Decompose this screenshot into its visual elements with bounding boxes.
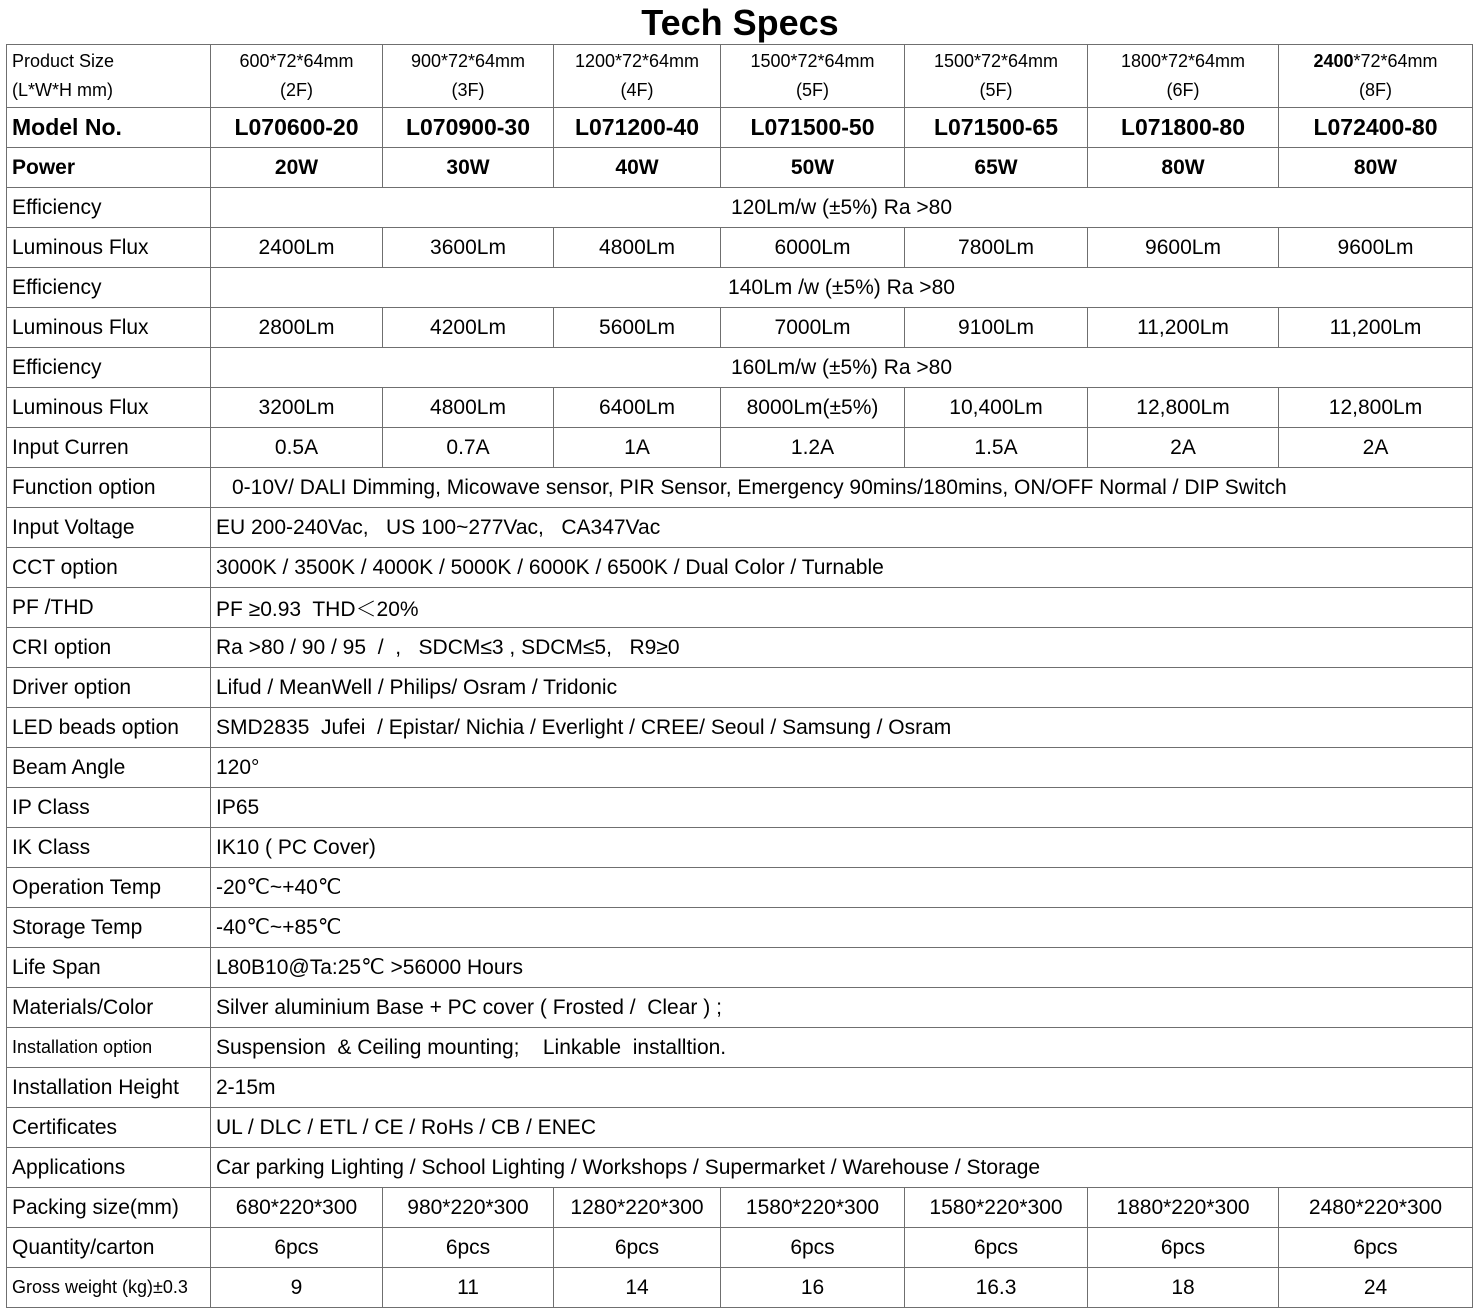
cell-size: 1800*72*64mm (6F) — [1088, 45, 1279, 108]
cell-power: 50W — [721, 148, 905, 188]
row-label-life-span: Life Span — [7, 948, 211, 988]
table-row-driver-option — [7, 668, 1473, 708]
table-row-efficiency — [7, 188, 1473, 228]
cell-quantity: 6pcs — [383, 1228, 554, 1268]
cell-flux: 9600Lm — [1279, 228, 1473, 268]
row-label-ip-class: IP Class — [7, 788, 211, 828]
row-label-applications: Applications — [7, 1148, 211, 1188]
cell-power: 80W — [1279, 148, 1473, 188]
table-row-ip-class — [7, 788, 1473, 828]
cell-weight: 14 — [554, 1268, 721, 1308]
cell-current: 2A — [1088, 428, 1279, 468]
cell-efficiency: 160Lm/w (±5%) Ra >80 — [211, 348, 1473, 388]
cell-function-option: 0-10V/ DALI Dimming, Micowave sensor, PIR Sensor, Emergency 90mins/180mins, ON/OFF Normal / DIP Switch — [211, 468, 1473, 508]
cell-beam-angle: 120° — [211, 748, 1473, 788]
cell-flux: 11,200Lm — [1279, 308, 1473, 348]
cell-model: L070600-20 — [211, 108, 383, 148]
row-label-input-voltage: Input Voltage — [7, 508, 211, 548]
table-row-beam-angle — [7, 748, 1473, 788]
cell-installation-option: Suspension & Ceiling mounting; Linkable installtion. — [211, 1028, 1473, 1068]
cell-flux: 7800Lm — [905, 228, 1088, 268]
cell-efficiency: 140Lm /w (±5%) Ra >80 — [211, 268, 1473, 308]
cell-life-span: L80B10@Ta:25℃ >56000 Hours — [211, 948, 1473, 988]
table-row-efficiency — [7, 348, 1473, 388]
cell-input-voltage: EU 200-240Vac, US 100~277Vac, CA347Vac — [211, 508, 1473, 548]
cell-flux: 12,800Lm — [1088, 388, 1279, 428]
cell-flux: 3200Lm — [211, 388, 383, 428]
cell-model: L071500-50 — [721, 108, 905, 148]
row-label-packing-size: Packing size(mm) — [7, 1188, 211, 1228]
cell-power: 80W — [1088, 148, 1279, 188]
row-label-cct-option: CCT option — [7, 548, 211, 588]
cell-certificates: UL / DLC / ETL / CE / RoHs / CB / ENEC — [211, 1108, 1473, 1148]
row-label-gross-weight: Gross weight (kg)±0.3 — [7, 1268, 211, 1308]
table-row-installation-height — [7, 1068, 1473, 1108]
table-row-pf-thd — [7, 588, 1473, 628]
table-row-quantity — [7, 1228, 1473, 1268]
cell-flux: 3600Lm — [383, 228, 554, 268]
table-row-product-size — [7, 45, 1473, 108]
cell-pf-thd: PF ≥0.93 THD＜20% — [211, 588, 1473, 628]
row-label-luminous-flux: Luminous Flux — [7, 308, 211, 348]
table-row-installation-option — [7, 1028, 1473, 1068]
row-label-efficiency: Efficiency — [7, 348, 211, 388]
cell-model: L071200-40 — [554, 108, 721, 148]
table-row-input-current — [7, 428, 1473, 468]
cell-weight: 11 — [383, 1268, 554, 1308]
cell-packing: 1580*220*300 — [721, 1188, 905, 1228]
cell-flux: 2800Lm — [211, 308, 383, 348]
row-label-cri-option: CRI option — [7, 628, 211, 668]
cell-flux: 4200Lm — [383, 308, 554, 348]
cell-quantity: 6pcs — [1088, 1228, 1279, 1268]
cell-weight: 18 — [1088, 1268, 1279, 1308]
row-label-luminous-flux: Luminous Flux — [7, 228, 211, 268]
row-label-ik-class: IK Class — [7, 828, 211, 868]
row-label-efficiency: Efficiency — [7, 188, 211, 228]
cell-packing: 1880*220*300 — [1088, 1188, 1279, 1228]
cell-operation-temp: -20℃~+40℃ — [211, 868, 1473, 908]
cell-flux: 4800Lm — [383, 388, 554, 428]
row-label-led-beads: LED beads option — [7, 708, 211, 748]
cell-weight: 24 — [1279, 1268, 1473, 1308]
row-label-model: Model No. — [7, 108, 211, 148]
row-label-storage-temp: Storage Temp — [7, 908, 211, 948]
cell-cri-option: Ra >80 / 90 / 95 / , SDCM≤3 , SDCM≤5, R9≥0 — [211, 628, 1473, 668]
cell-flux: 6000Lm — [721, 228, 905, 268]
cell-flux: 9100Lm — [905, 308, 1088, 348]
cell-current: 1.2A — [721, 428, 905, 468]
cell-packing: 1280*220*300 — [554, 1188, 721, 1228]
cell-flux: 10,400Lm — [905, 388, 1088, 428]
table-row-cct-option — [7, 548, 1473, 588]
table-row-packing-size — [7, 1188, 1473, 1228]
table-row-gross-weight — [7, 1268, 1473, 1308]
row-label-certificates: Certificates — [7, 1108, 211, 1148]
row-label-luminous-flux: Luminous Flux — [7, 388, 211, 428]
cell-cct-option: 3000K / 3500K / 4000K / 5000K / 6000K / 6500K / Dual Color / Turnable — [211, 548, 1473, 588]
table-row-luminous-flux — [7, 228, 1473, 268]
row-label-function-option: Function option — [7, 468, 211, 508]
table-row-efficiency — [7, 268, 1473, 308]
table-row-model — [7, 108, 1473, 148]
row-label-input-current: Input Curren — [7, 428, 211, 468]
cell-size: 1200*72*64mm (4F) — [554, 45, 721, 108]
cell-flux: 8000Lm(±5%) — [721, 388, 905, 428]
cell-size: 600*72*64mm (2F) — [211, 45, 383, 108]
table-row-certificates — [7, 1108, 1473, 1148]
cell-flux: 9600Lm — [1088, 228, 1279, 268]
cell-driver-option: Lifud / MeanWell / Philips/ Osram / Tridonic — [211, 668, 1473, 708]
cell-size: 900*72*64mm (3F) — [383, 45, 554, 108]
cell-flux: 4800Lm — [554, 228, 721, 268]
cell-efficiency: 120Lm/w (±5%) Ra >80 — [211, 188, 1473, 228]
row-label-beam-angle: Beam Angle — [7, 748, 211, 788]
table-row-storage-temp — [7, 908, 1473, 948]
cell-flux: 2400Lm — [211, 228, 383, 268]
cell-packing: 2480*220*300 — [1279, 1188, 1473, 1228]
cell-flux: 12,800Lm — [1279, 388, 1473, 428]
cell-quantity: 6pcs — [721, 1228, 905, 1268]
cell-power: 65W — [905, 148, 1088, 188]
table-row-materials — [7, 988, 1473, 1028]
page-title: Tech Specs — [641, 2, 839, 43]
table-row-applications — [7, 1148, 1473, 1188]
cell-size: 1500*72*64mm (5F) — [905, 45, 1088, 108]
table-row-luminous-flux — [7, 308, 1473, 348]
table-row-luminous-flux — [7, 388, 1473, 428]
row-label-pf-thd: PF /THD — [7, 588, 211, 628]
row-label-quantity: Quantity/carton — [7, 1228, 211, 1268]
table-row-power — [7, 148, 1473, 188]
cell-size: 2400*72*64mm (8F) — [1279, 45, 1473, 108]
table-row-cri-option — [7, 628, 1473, 668]
cell-storage-temp: -40℃~+85℃ — [211, 908, 1473, 948]
cell-quantity: 6pcs — [211, 1228, 383, 1268]
cell-packing: 1580*220*300 — [905, 1188, 1088, 1228]
cell-flux: 5600Lm — [554, 308, 721, 348]
table-row-function-option — [7, 468, 1473, 508]
cell-quantity: 6pcs — [554, 1228, 721, 1268]
cell-model: L072400-80 — [1279, 108, 1473, 148]
row-label-installation-option: Installation option — [7, 1028, 211, 1068]
cell-installation-height: 2-15m — [211, 1068, 1473, 1108]
cell-flux: 11,200Lm — [1088, 308, 1279, 348]
table-row-operation-temp — [7, 868, 1473, 908]
cell-applications: Car parking Lighting / School Lighting / Workshops / Supermarket / Warehouse / Storage — [211, 1148, 1473, 1188]
cell-model: L071500-65 — [905, 108, 1088, 148]
cell-current: 2A — [1279, 428, 1473, 468]
cell-quantity: 6pcs — [905, 1228, 1088, 1268]
table-row-life-span — [7, 948, 1473, 988]
cell-ik-class: IK10 ( PC Cover) — [211, 828, 1473, 868]
cell-flux: 6400Lm — [554, 388, 721, 428]
row-label-installation-height: Installation Height — [7, 1068, 211, 1108]
cell-packing: 680*220*300 — [211, 1188, 383, 1228]
cell-weight: 16 — [721, 1268, 905, 1308]
row-label-efficiency: Efficiency — [7, 268, 211, 308]
table-row-ik-class — [7, 828, 1473, 868]
cell-packing: 980*220*300 — [383, 1188, 554, 1228]
table-row-input-voltage — [7, 508, 1473, 548]
cell-led-beads: SMD2835 Jufei / Epistar/ Nichia / Everlight / CREE/ Seoul / Samsung / Osram — [211, 708, 1473, 748]
cell-model: L070900-30 — [383, 108, 554, 148]
cell-power: 30W — [383, 148, 554, 188]
row-label-driver-option: Driver option — [7, 668, 211, 708]
cell-quantity: 6pcs — [1279, 1228, 1473, 1268]
row-label-materials: Materials/Color — [7, 988, 211, 1028]
cell-weight: 16.3 — [905, 1268, 1088, 1308]
row-label-product-size: Product Size (L*W*H mm) — [7, 45, 211, 108]
cell-weight: 9 — [211, 1268, 383, 1308]
cell-current: 0.5A — [211, 428, 383, 468]
cell-current: 0.7A — [383, 428, 554, 468]
row-label-operation-temp: Operation Temp — [7, 868, 211, 908]
cell-power: 20W — [211, 148, 383, 188]
cell-flux: 7000Lm — [721, 308, 905, 348]
cell-current: 1.5A — [905, 428, 1088, 468]
cell-materials: Silver aluminium Base + PC cover ( Frosted / Clear ) ; — [211, 988, 1473, 1028]
cell-ip-class: IP65 — [211, 788, 1473, 828]
cell-size: 1500*72*64mm (5F) — [721, 45, 905, 108]
row-label-power: Power — [7, 148, 211, 188]
table-row-led-beads — [7, 708, 1473, 748]
cell-model: L071800-80 — [1088, 108, 1279, 148]
tech-specs-table — [6, 44, 1473, 1308]
cell-current: 1A — [554, 428, 721, 468]
cell-power: 40W — [554, 148, 721, 188]
